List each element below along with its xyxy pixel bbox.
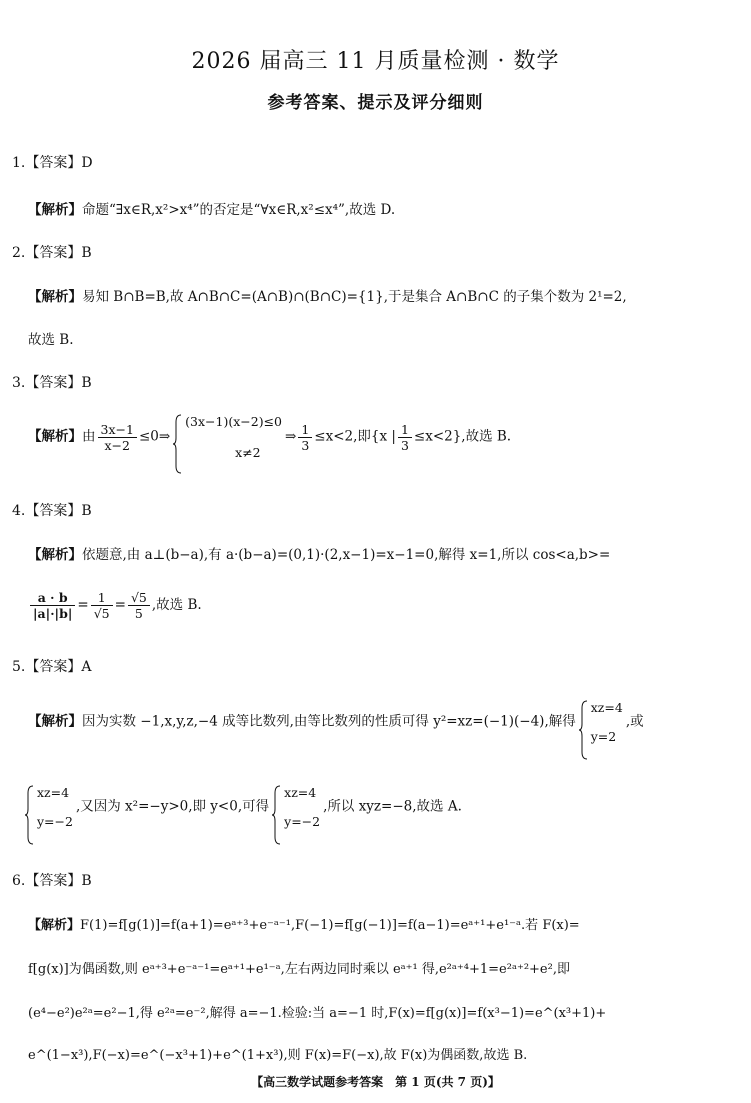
q3-sys-row2: x≠2 bbox=[235, 445, 261, 460]
q3-frac-num: 3x−1 bbox=[98, 422, 137, 438]
q3-explanation bbox=[28, 414, 511, 460]
q4-tag: 【解析】 bbox=[28, 547, 82, 563]
q4-frac2-num: 1 bbox=[91, 590, 113, 606]
q1-tag: 【解析】 bbox=[28, 202, 82, 218]
q3-tag: 【解析】 bbox=[28, 428, 82, 445]
q6-line4: e^(1−x³),F(−x)=e^(−x³+1)+e^(1+x³),则 F(x)=F(−x),故 F(x)为偶函数,故选 B. bbox=[28, 1048, 528, 1063]
q5-tag: 【解析】 bbox=[28, 713, 82, 730]
q5-line2 bbox=[22, 785, 462, 829]
q5-system3 bbox=[272, 785, 320, 829]
q5-line2-mid: ,又因为 x²=−y>0,即 y<0,可得 bbox=[75, 798, 270, 815]
q5-sys1-row1: xz=4 bbox=[590, 700, 623, 715]
q2-line1: 易知 B∩B=B,故 A∩B∩C=(A∩B)∩(B∩C)={1},于是集合 A∩B∩C 的子集个数为 2¹=2, bbox=[82, 289, 627, 305]
q3-system bbox=[173, 414, 282, 460]
q3-fraction2 bbox=[298, 422, 312, 453]
brace-icon bbox=[272, 785, 281, 845]
q6-tag: 【解析】 bbox=[28, 918, 81, 933]
q1-answer: 1.【答案】D bbox=[12, 155, 93, 171]
q4-explanation bbox=[28, 543, 610, 563]
q4-end: ,故选 B. bbox=[151, 597, 202, 613]
q2-answer: 2.【答案】B bbox=[12, 245, 92, 261]
q4-frac3-num: √5 bbox=[128, 590, 150, 606]
q1-text: 命题“∃x∈R,x²>x⁴”的否定是“∀x∈R,x²≤x⁴”,故选 D. bbox=[82, 202, 396, 218]
q3-frac3-num: 1 bbox=[398, 422, 412, 438]
q3-frac2-num: 1 bbox=[298, 422, 312, 438]
q6-answer: 6.【答案】B bbox=[12, 873, 92, 889]
brace-icon bbox=[25, 785, 34, 845]
q5-system1 bbox=[579, 700, 623, 744]
q2-explanation bbox=[28, 285, 627, 305]
q4-fraction2 bbox=[91, 590, 113, 621]
page-title: 2026 届高三 11 月质量检测 · 数学 bbox=[191, 49, 560, 74]
q4-line2 bbox=[28, 590, 202, 621]
q5-sys1-row2: y=2 bbox=[590, 729, 617, 744]
q4-frac2-den: √5 bbox=[93, 606, 110, 621]
q4-eq1: = bbox=[77, 597, 89, 613]
q5-sys2-row2: y=−2 bbox=[37, 814, 73, 829]
q5-answer: 5.【答案】A bbox=[12, 659, 92, 675]
q3-mid3: ≤x<2,即{x | bbox=[314, 428, 396, 445]
q5-line1-end: ,或 bbox=[625, 713, 644, 730]
q4-fraction3 bbox=[128, 590, 150, 621]
q5-system2 bbox=[25, 785, 73, 829]
q4-frac3-den: 5 bbox=[134, 606, 143, 621]
q3-end: ≤x<2},故选 B. bbox=[413, 428, 512, 445]
brace-icon bbox=[173, 414, 182, 474]
q3-answer: 3.【答案】B bbox=[12, 375, 92, 391]
page-subtitle: 参考答案、提示及评分细则 bbox=[267, 93, 484, 113]
q3-frac-den: x−2 bbox=[104, 437, 130, 453]
q4-line1: 依题意,由 a⊥(b−a),有 a·(b−a)=(0,1)·(2,x−1)=x−1=0,解得 x=1,所以 cos<a,b>= bbox=[82, 547, 611, 563]
q4-eq2: = bbox=[114, 597, 126, 613]
q3-lead: 由 bbox=[82, 428, 96, 445]
q3-mid1: ≤0⇒ bbox=[138, 428, 171, 445]
q3-fraction3 bbox=[398, 422, 412, 453]
q5-sys3-row2: y=−2 bbox=[284, 814, 321, 829]
q4-frac-num: a · b bbox=[30, 590, 75, 606]
q6-line3: (e⁴−e²)e²ᵃ=e²−1,得 e²ᵃ=e⁻²,解得 a=−1.检验:当 a=−1 时,F(x)=f[g(x)]=f(x³−1)=e^(x³+1)+ bbox=[28, 1006, 607, 1021]
q3-mid2: ⇒ bbox=[285, 428, 297, 445]
q6-line1: F(1)=f[g(1)]=f(a+1)=eᵃ⁺³+e⁻ᵃ⁻¹,F(−1)=f[g(−1)]=f(a−1)=eᵃ⁺¹+e¹⁻ᵃ.若 F(x)= bbox=[80, 918, 580, 933]
q5-line2-end: ,所以 xyz=−8,故选 A. bbox=[323, 798, 462, 815]
q2-tag: 【解析】 bbox=[28, 289, 82, 305]
q3-frac3-den: 3 bbox=[400, 437, 409, 453]
q4-frac-den: |a|·|b| bbox=[33, 606, 73, 621]
q1-explanation bbox=[28, 198, 395, 218]
page-footer: 【高三数学试题参考答案 第 1 页(共 7 页)】 bbox=[251, 1075, 500, 1089]
q6-line2: f[g(x)]为偶函数,则 eᵃ⁺³+e⁻ᵃ⁻¹=eᵃ⁺¹+e¹⁻ᵃ,左右两边同时乘以 eᵃ⁺¹ 得,e²ᵃ⁺⁴+1=e²ᵃ⁺²+e²,即 bbox=[28, 962, 570, 977]
q3-fraction bbox=[98, 422, 137, 453]
q4-fraction bbox=[30, 590, 75, 621]
q6-explanation bbox=[28, 914, 580, 933]
q5-sys2-row1: xz=4 bbox=[37, 785, 70, 800]
q5-sys3-row1: xz=4 bbox=[284, 785, 317, 800]
q4-answer: 4.【答案】B bbox=[12, 503, 92, 519]
q3-frac2-den: 3 bbox=[301, 437, 310, 453]
q5-explanation bbox=[28, 700, 644, 744]
q2-line2: 故选 B. bbox=[28, 332, 74, 348]
brace-icon bbox=[579, 700, 588, 760]
q3-sys-row1: (3x−1)(x−2)≤0 bbox=[185, 414, 282, 429]
q5-line1: 因为实数 −1,x,y,z,−4 成等比数列,由等比数列的性质可得 y²=xz=(−1)(−4),解得 bbox=[82, 713, 576, 730]
